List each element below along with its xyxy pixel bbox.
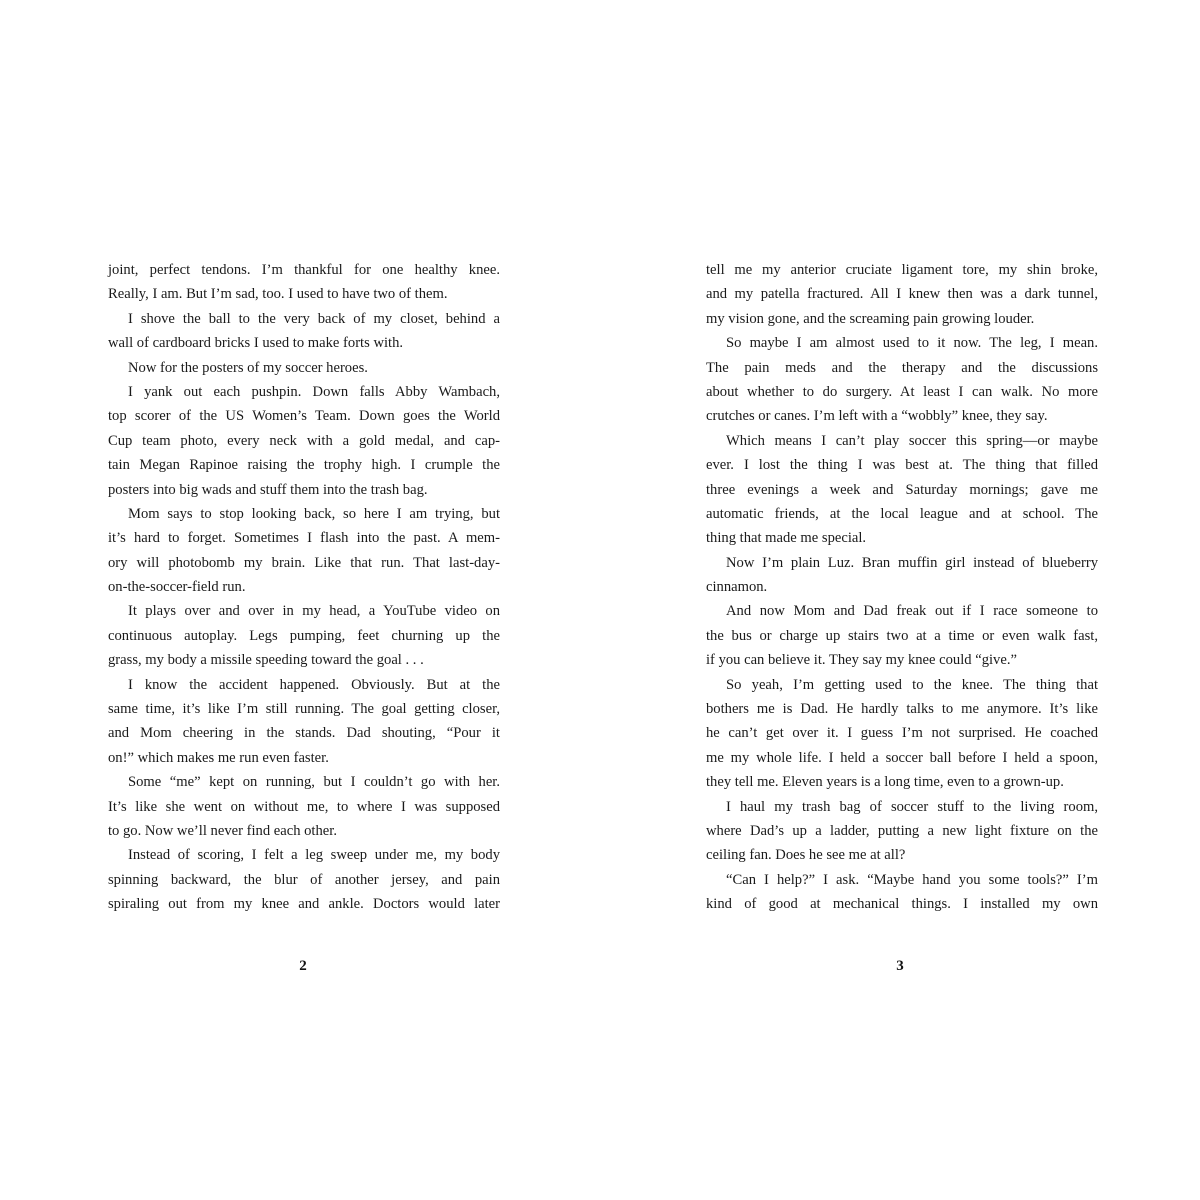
text-line: I yank out each pushpin. Down falls Abby Wambach, [128, 383, 500, 400]
text-line: “Can I help?” I ask. “Maybe hand you some tools?” I’m [726, 871, 1098, 888]
text-line: I haul my trash bag of soccer stuff to the living room, [726, 798, 1098, 815]
text-line: cinnamon. [706, 579, 768, 596]
text-line: tain Megan Rapinoe raising the trophy high. I crumple the [108, 457, 500, 474]
text-line: top scorer of the US Women’s Team. Down goes the World [108, 408, 500, 425]
text-line: It plays over and over in my head, a YouTube video on [128, 603, 500, 620]
text-line: wall of cardboard bricks I used to make forts with. [108, 335, 404, 352]
text-line: grass, my body a missile speeding toward the goal . . . [108, 652, 424, 669]
text-line: Which means I can’t play soccer this spring—or maybe [726, 432, 1098, 449]
text-line: on-the-soccer-field run. [108, 579, 246, 596]
text-line: automatic friends, at the local league and at school. The [706, 505, 1098, 522]
left-page-number: 2 [299, 958, 307, 974]
text-line: about whether to do surgery. At least I can walk. No more [706, 383, 1098, 400]
text-line: the bus or charge up stairs two at a time or even walk fast, [706, 627, 1098, 644]
text-line: spiraling out from my knee and ankle. Doctors would later [108, 896, 500, 913]
text-line: It’s like she went on without me, to where I was supposed [108, 798, 500, 815]
text-line: ever. I lost the thing I was best at. The thing that filled [706, 457, 1098, 474]
text-line: same time, it’s like I’m still running. The goal getting closer, [108, 701, 500, 718]
text-line: Now I’m plain Luz. Bran muffin girl instead of blueberry [726, 554, 1098, 571]
text-line: tell me my anterior cruciate ligament tore, my shin broke, [706, 262, 1098, 278]
text-line: ory will photobomb my brain. Like that run. That last-day- [108, 554, 500, 571]
left-page-text [108, 258, 500, 917]
text-line: Cup team photo, every neck with a gold medal, and cap- [108, 432, 500, 449]
text-line: if you can believe it. They say my knee could “give.” [706, 652, 1017, 669]
text-line: So maybe I am almost used to it now. The leg, I mean. [726, 335, 1098, 352]
text-line: Mom says to stop looking back, so here I am trying, but [128, 505, 500, 522]
text-line: continuous autoplay. Legs pumping, feet churning up the [108, 627, 500, 644]
text-line: Instead of scoring, I felt a leg sweep under me, my body [128, 847, 500, 864]
text-line: thing that made me special. [706, 530, 867, 547]
text-line: The pain meds and the therapy and the discussions [706, 359, 1098, 376]
text-line: three evenings a week and Saturday mornings; gave me [706, 481, 1098, 498]
text-line: So yeah, I’m getting used to the knee. The thing that [726, 676, 1098, 693]
text-line: crutches or canes. I’m left with a “wobbly” knee, they say. [706, 408, 1048, 425]
text-line: posters into big wads and stuff them into the trash bag. [108, 481, 428, 498]
text-line: spinning backward, the blur of another jersey, and pain [108, 871, 500, 888]
text-line: they tell me. Eleven years is a long time, even to a grown-up. [706, 774, 1064, 791]
text-line: I know the accident happened. Obviously. But at the [128, 676, 500, 693]
text-line: to go. Now we’ll never find each other. [108, 822, 337, 839]
text-line: Now for the posters of my soccer heroes. [128, 359, 368, 376]
text-line: he can’t get over it. I guess I’m not surprised. He coached [706, 725, 1098, 742]
text-line: and my patella fractured. All I knew then was a dark tunnel, [706, 286, 1098, 303]
text-line: on!” which makes me run even faster. [108, 749, 329, 766]
right-page-number: 3 [896, 958, 904, 974]
text-line: Really, I am. But I’m sad, too. I used to have two of them. [108, 286, 448, 303]
text-line: ceiling fan. Does he see me at all? [706, 847, 906, 864]
text-line: me my whole life. I held a soccer ball before I held a spoon, [706, 749, 1098, 766]
text-line: where Dad’s up a ladder, putting a new light fixture on the [706, 822, 1098, 839]
text-line: and Mom cheering in the stands. Dad shouting, “Pour it [108, 725, 500, 742]
text-line: Some “me” kept on running, but I couldn’t go with her. [128, 774, 500, 791]
text-line: bothers me is Dad. He hardly talks to me anymore. It’s like [706, 701, 1098, 718]
text-line: it’s hard to forget. Sometimes I flash into the past. A mem- [108, 530, 500, 547]
text-line: my vision gone, and the screaming pain growing louder. [706, 310, 1035, 327]
text-line: And now Mom and Dad freak out if I race someone to [726, 603, 1098, 620]
text-line: I shove the ball to the very back of my closet, behind a [128, 310, 500, 327]
right-page-text [706, 258, 1098, 917]
text-line: kind of good at mechanical things. I installed my own [706, 896, 1098, 913]
text-line: joint, perfect tendons. I’m thankful for one healthy knee. [108, 262, 500, 278]
